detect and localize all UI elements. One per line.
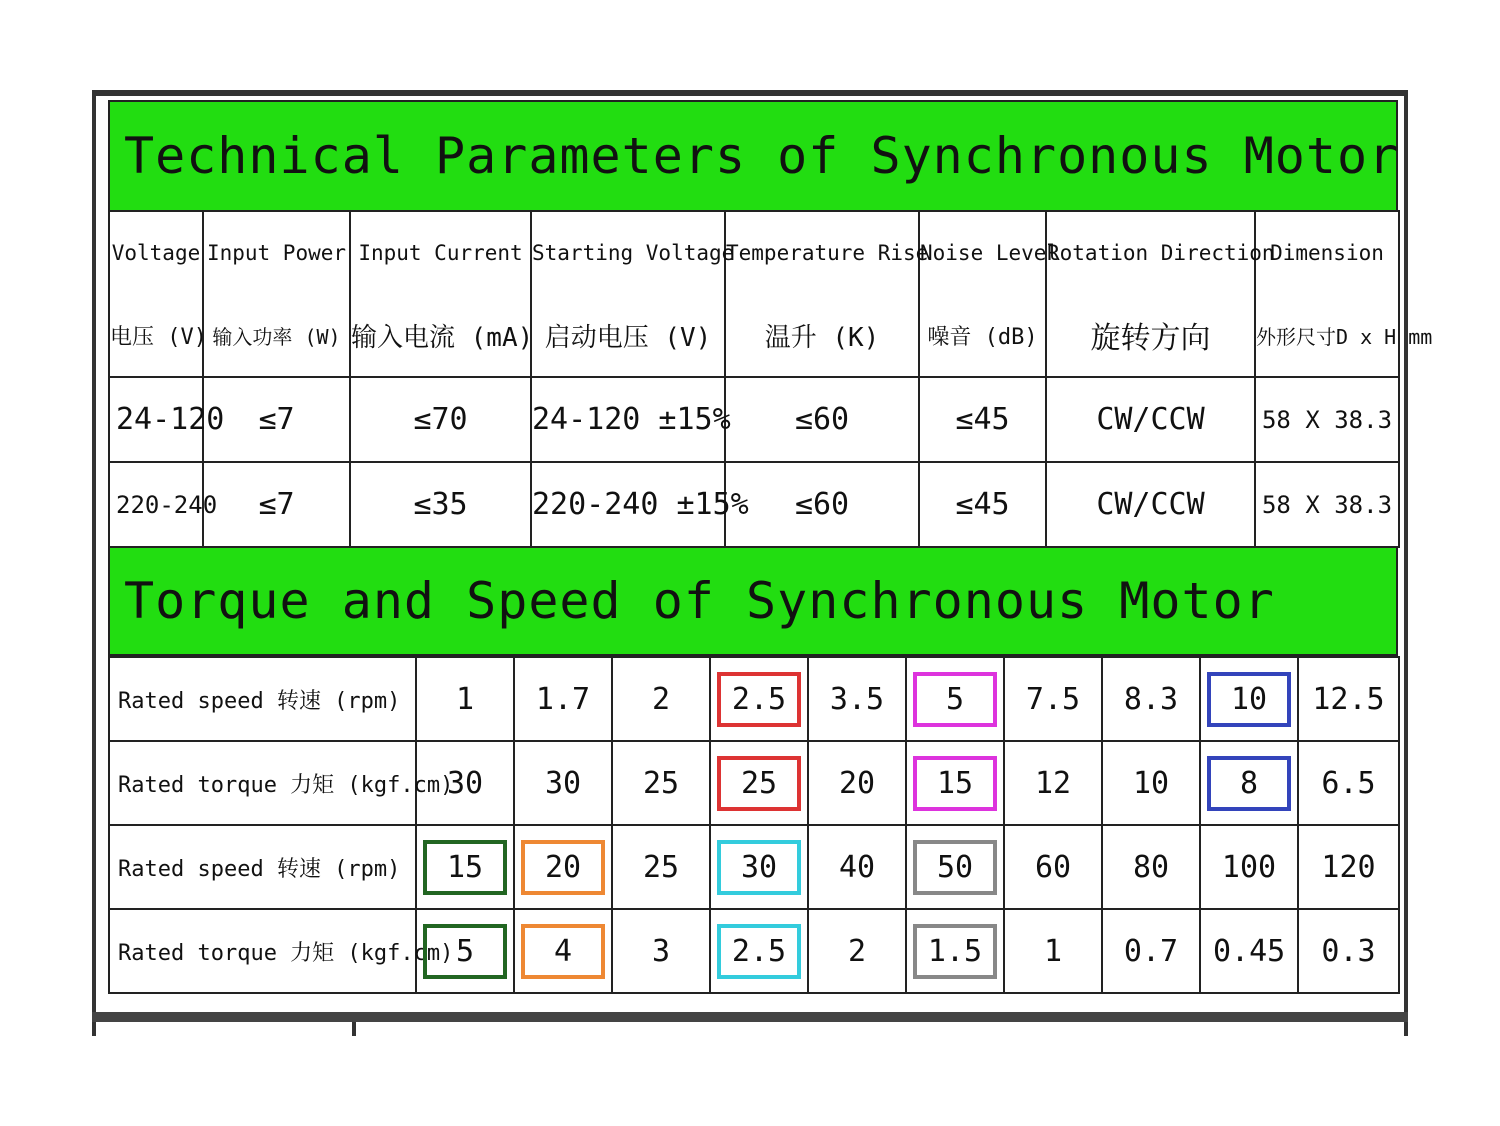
spec-cell: ≤60	[725, 462, 919, 547]
torque-cell	[514, 657, 612, 741]
header-temperature-rise: Temperature Rise	[725, 211, 919, 294]
torque-row	[109, 825, 1399, 909]
row-label: Rated torque 力矩 (kgf.cm)	[109, 909, 416, 993]
torque-cell	[906, 657, 1004, 741]
spec-cell: ≤7	[203, 377, 350, 462]
torque-cell	[1004, 657, 1102, 741]
header-input-power-zh: 输入功率 (W)	[203, 294, 350, 377]
highlight-box-green: 15	[423, 840, 507, 895]
spec-cell: CW/CCW	[1046, 462, 1255, 547]
torque-cell	[1298, 741, 1399, 825]
highlight-box-red: 25	[717, 756, 801, 811]
spec-cell: 220-240 ±15%	[531, 462, 725, 547]
torque-cell	[906, 741, 1004, 825]
torque-speed-table	[108, 656, 1400, 994]
torque-cell	[514, 741, 612, 825]
cell-value: 12	[1034, 765, 1072, 801]
torque-speed-title: Torque and Speed of Synchronous Motor	[108, 546, 1398, 656]
cell-value: 25	[642, 849, 680, 885]
torque-cell	[416, 825, 514, 909]
row-label: Rated torque 力矩 (kgf.cm)	[109, 741, 416, 825]
spec-cell: ≤7	[203, 462, 350, 547]
torque-cell	[514, 825, 612, 909]
highlight-box-green: 5	[423, 924, 507, 979]
cell-value: 8.3	[1123, 681, 1179, 717]
cell-value: 1	[1043, 933, 1063, 969]
spec-cell: 220-240	[109, 462, 203, 547]
cell-value: 20	[838, 765, 876, 801]
highlight-box-orange: 4	[521, 924, 605, 979]
header-voltage-zh: 电压 (V)	[109, 294, 203, 377]
spec-cell: 58 X 38.3	[1255, 377, 1399, 462]
technical-parameters-title: Technical Parameters of Synchronous Motor	[108, 100, 1398, 212]
torque-cell	[1102, 825, 1200, 909]
torque-cell	[1102, 909, 1200, 993]
bottom-divider-stub	[352, 1022, 356, 1036]
cell-value: 0.7	[1123, 933, 1179, 969]
header-noise-level: Noise Level	[919, 211, 1046, 294]
cell-value: 0.3	[1321, 933, 1376, 969]
torque-cell	[1004, 909, 1102, 993]
header-starting-voltage-zh: 启动电压 (V)	[531, 294, 725, 377]
spec-cell: ≤45	[919, 462, 1046, 547]
torque-cell	[808, 657, 906, 741]
highlight-box-blue: 10	[1207, 672, 1291, 727]
spec-cell: ≤45	[919, 377, 1046, 462]
cell-value: 2	[847, 933, 867, 969]
torque-cell	[808, 909, 906, 993]
spec-cell: ≤60	[725, 377, 919, 462]
header-rotation-direction: Rotation Direction	[1046, 211, 1255, 294]
highlight-box-magenta: 15	[913, 756, 997, 811]
cell-value: 30	[544, 765, 582, 801]
torque-cell	[808, 741, 906, 825]
highlight-box-gray: 1.5	[913, 924, 997, 979]
spec-cell: 24-120	[109, 377, 203, 462]
torque-row	[109, 741, 1399, 825]
torque-cell	[1200, 657, 1298, 741]
torque-cell	[612, 657, 710, 741]
torque-cell	[1200, 909, 1298, 993]
torque-cell	[1004, 741, 1102, 825]
highlight-box-magenta: 5	[913, 672, 997, 727]
torque-cell	[1004, 825, 1102, 909]
torque-cell	[906, 825, 1004, 909]
highlight-box-gray: 50	[913, 840, 997, 895]
spec-cell: 24-120 ±15%	[531, 377, 725, 462]
cell-value: 6.5	[1321, 765, 1376, 801]
torque-cell	[1298, 657, 1399, 741]
torque-cell	[710, 909, 808, 993]
header-starting-voltage: Starting Voltage	[531, 211, 725, 294]
torque-cell	[514, 909, 612, 993]
cell-value: 30	[446, 765, 484, 801]
torque-cell	[416, 909, 514, 993]
cell-value: 1.7	[535, 681, 591, 717]
technical-parameters-table	[108, 210, 1433, 548]
torque-cell	[1102, 741, 1200, 825]
cell-value: 12.5	[1312, 681, 1385, 717]
header-voltage: Voltage	[109, 211, 203, 294]
torque-cell	[710, 741, 808, 825]
torque-cell	[710, 657, 808, 741]
torque-cell	[416, 741, 514, 825]
header-temperature-rise-zh: 温升 (K)	[725, 294, 919, 377]
torque-cell	[1200, 825, 1298, 909]
torque-row	[109, 909, 1399, 993]
cell-value: 2	[651, 681, 671, 717]
header-rotation-direction-zh: 旋转方向	[1046, 294, 1255, 377]
torque-cell	[1298, 909, 1399, 993]
cell-value: 7.5	[1025, 681, 1081, 717]
cell-value: 1	[455, 681, 475, 717]
header-dimension-zh: 外形尺寸D x H mm	[1255, 294, 1399, 377]
cell-value: 120	[1321, 849, 1376, 885]
torque-cell	[1200, 741, 1298, 825]
highlight-box-orange: 20	[521, 840, 605, 895]
torque-cell	[416, 657, 514, 741]
bottom-divider	[92, 1012, 1408, 1022]
torque-cell	[1102, 657, 1200, 741]
header-noise-level-zh: 噪音 (dB)	[919, 294, 1046, 377]
spec-cell: ≤35	[350, 462, 531, 547]
spec-cell: CW/CCW	[1046, 377, 1255, 462]
torque-cell	[612, 825, 710, 909]
header-row-en	[109, 211, 1399, 294]
cell-value: 60	[1034, 849, 1072, 885]
header-input-current-zh: 输入电流 (mA)	[350, 294, 531, 377]
highlight-box-red: 2.5	[717, 672, 801, 727]
torque-cell	[906, 909, 1004, 993]
row-label: Rated speed 转速 (rpm)	[109, 657, 416, 741]
header-input-power: Input Power	[203, 211, 350, 294]
cell-value: 40	[838, 849, 876, 885]
highlight-box-blue: 8	[1207, 756, 1291, 811]
cell-value: 25	[642, 765, 680, 801]
header-dimension: Dimension	[1255, 211, 1399, 294]
cell-value: 10	[1132, 765, 1170, 801]
torque-cell	[1298, 825, 1399, 909]
cell-value: 3	[651, 933, 671, 969]
row-label: Rated speed 转速 (rpm)	[109, 825, 416, 909]
torque-cell	[612, 909, 710, 993]
cell-value: 0.45	[1213, 933, 1286, 969]
torque-cell	[612, 741, 710, 825]
spec-row	[109, 462, 1399, 547]
cell-value: 100	[1221, 849, 1277, 885]
torque-cell	[808, 825, 906, 909]
cell-value: 80	[1132, 849, 1170, 885]
header-row-zh	[109, 294, 1399, 377]
spec-row	[109, 377, 1399, 462]
header-input-current: Input Current	[350, 211, 531, 294]
cell-value: 3.5	[829, 681, 885, 717]
spec-cell: ≤70	[350, 377, 531, 462]
highlight-box-cyan: 30	[717, 840, 801, 895]
spec-cell: 58 X 38.3	[1255, 462, 1399, 547]
torque-cell	[710, 825, 808, 909]
highlight-box-cyan: 2.5	[717, 924, 801, 979]
torque-row	[109, 657, 1399, 741]
